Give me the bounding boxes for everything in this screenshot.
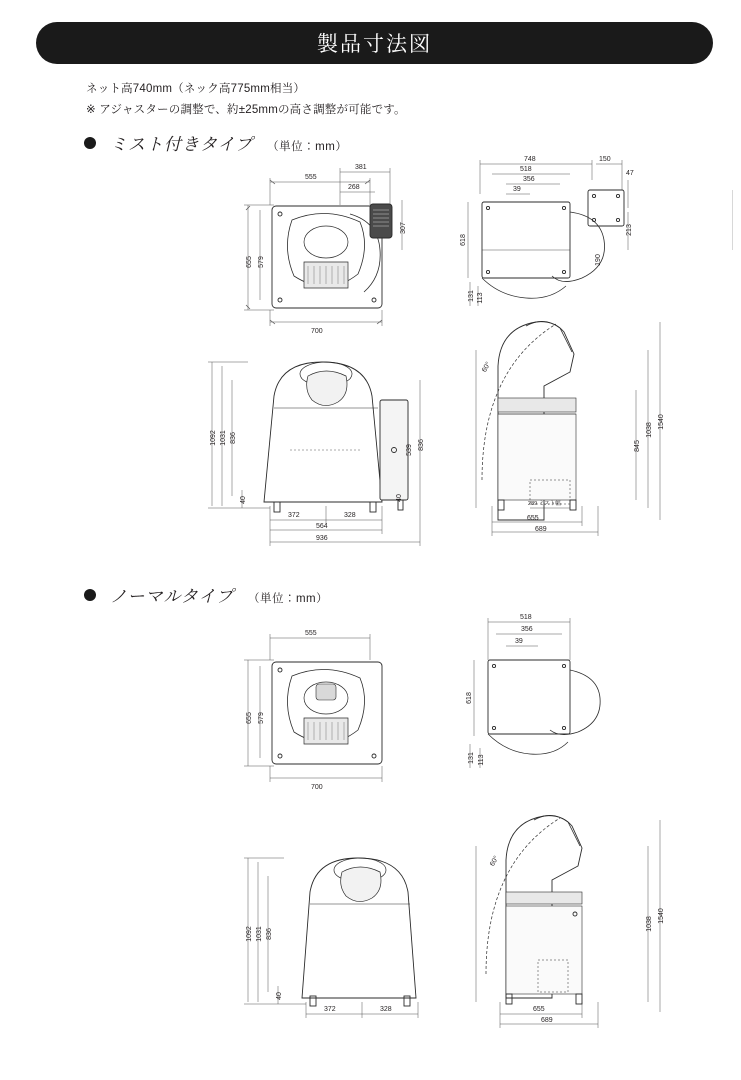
svg-text:213: 213: [626, 224, 633, 236]
svg-text:618: 618: [460, 234, 467, 246]
svg-text:539: 539: [406, 444, 413, 456]
svg-text:372: 372: [324, 1006, 336, 1013]
svg-text:381: 381: [355, 164, 367, 171]
svg-text:579: 579: [258, 256, 265, 268]
svg-text:60°: 60°: [489, 854, 501, 868]
svg-text:655: 655: [246, 712, 253, 724]
bullet-icon: [84, 589, 96, 601]
section-unit-normal: （単位：mm）: [247, 593, 329, 605]
svg-text:836: 836: [418, 439, 425, 451]
page-title: 製品寸法図: [317, 33, 432, 56]
svg-text:1038: 1038: [646, 916, 653, 932]
page-edge-rule: [732, 190, 733, 250]
svg-text:47: 47: [626, 170, 634, 177]
svg-text:655: 655: [527, 515, 539, 522]
svg-text:700: 700: [311, 784, 323, 791]
note-net-height: ネット高740mm（ネック高775mm相当）: [86, 83, 306, 95]
svg-text:1031: 1031: [256, 926, 263, 942]
svg-text:39: 39: [513, 186, 521, 193]
svg-text:150: 150: [599, 156, 611, 163]
drawing-mist-type: [210, 150, 730, 570]
svg-text:689: 689: [541, 1017, 553, 1024]
svg-text:40: 40: [396, 494, 403, 502]
svg-text:689: 689: [535, 526, 547, 533]
drawing-normal-type: [230, 608, 730, 1048]
svg-text:289 ミスト幅: 289 ミスト幅: [528, 501, 561, 507]
svg-text:1540: 1540: [658, 908, 665, 924]
svg-text:655: 655: [246, 256, 253, 268]
svg-text:618: 618: [466, 692, 473, 704]
svg-text:655: 655: [533, 1006, 545, 1013]
svg-text:1031: 1031: [220, 430, 227, 446]
note-adjuster: ※ アジャスターの調整で、約±25mmの高さ調整が可能です。: [86, 104, 406, 116]
svg-text:748: 748: [524, 156, 536, 163]
svg-text:836: 836: [230, 432, 237, 444]
svg-text:1092: 1092: [246, 926, 253, 942]
svg-text:40: 40: [276, 992, 283, 1000]
svg-text:845: 845: [634, 440, 641, 452]
svg-text:356: 356: [523, 176, 535, 183]
bullet-icon: [84, 137, 96, 149]
svg-text:936: 936: [316, 535, 328, 542]
svg-text:555: 555: [305, 174, 317, 181]
svg-text:190: 190: [595, 254, 602, 266]
section-heading-normal: [84, 582, 328, 607]
svg-text:268: 268: [348, 184, 360, 191]
svg-text:328: 328: [380, 1006, 392, 1013]
svg-text:39: 39: [515, 638, 523, 645]
svg-text:307: 307: [400, 222, 407, 234]
svg-text:518: 518: [520, 614, 532, 621]
svg-text:131: 131: [468, 752, 475, 764]
svg-text:555: 555: [305, 630, 317, 637]
svg-text:356: 356: [521, 626, 533, 633]
svg-text:131: 131: [468, 290, 475, 302]
svg-text:113: 113: [477, 292, 484, 304]
svg-text:1038: 1038: [646, 422, 653, 438]
svg-text:564: 564: [316, 523, 328, 530]
svg-text:1092: 1092: [210, 430, 217, 446]
svg-text:579: 579: [258, 712, 265, 724]
section-label-mist: ミスト付きタイプ: [110, 135, 254, 154]
svg-text:40: 40: [240, 496, 247, 504]
svg-text:328: 328: [344, 512, 356, 519]
svg-text:700: 700: [311, 328, 323, 335]
svg-text:60°: 60°: [481, 360, 493, 374]
page-title-bar: [36, 22, 713, 64]
section-unit-mist: （単位：mm）: [267, 141, 348, 153]
svg-text:518: 518: [520, 166, 532, 173]
svg-text:836: 836: [266, 928, 273, 940]
svg-text:1540: 1540: [658, 414, 665, 430]
svg-text:113: 113: [478, 754, 485, 766]
svg-text:372: 372: [288, 512, 300, 519]
section-label-normal: ノーマルタイプ: [110, 587, 234, 606]
